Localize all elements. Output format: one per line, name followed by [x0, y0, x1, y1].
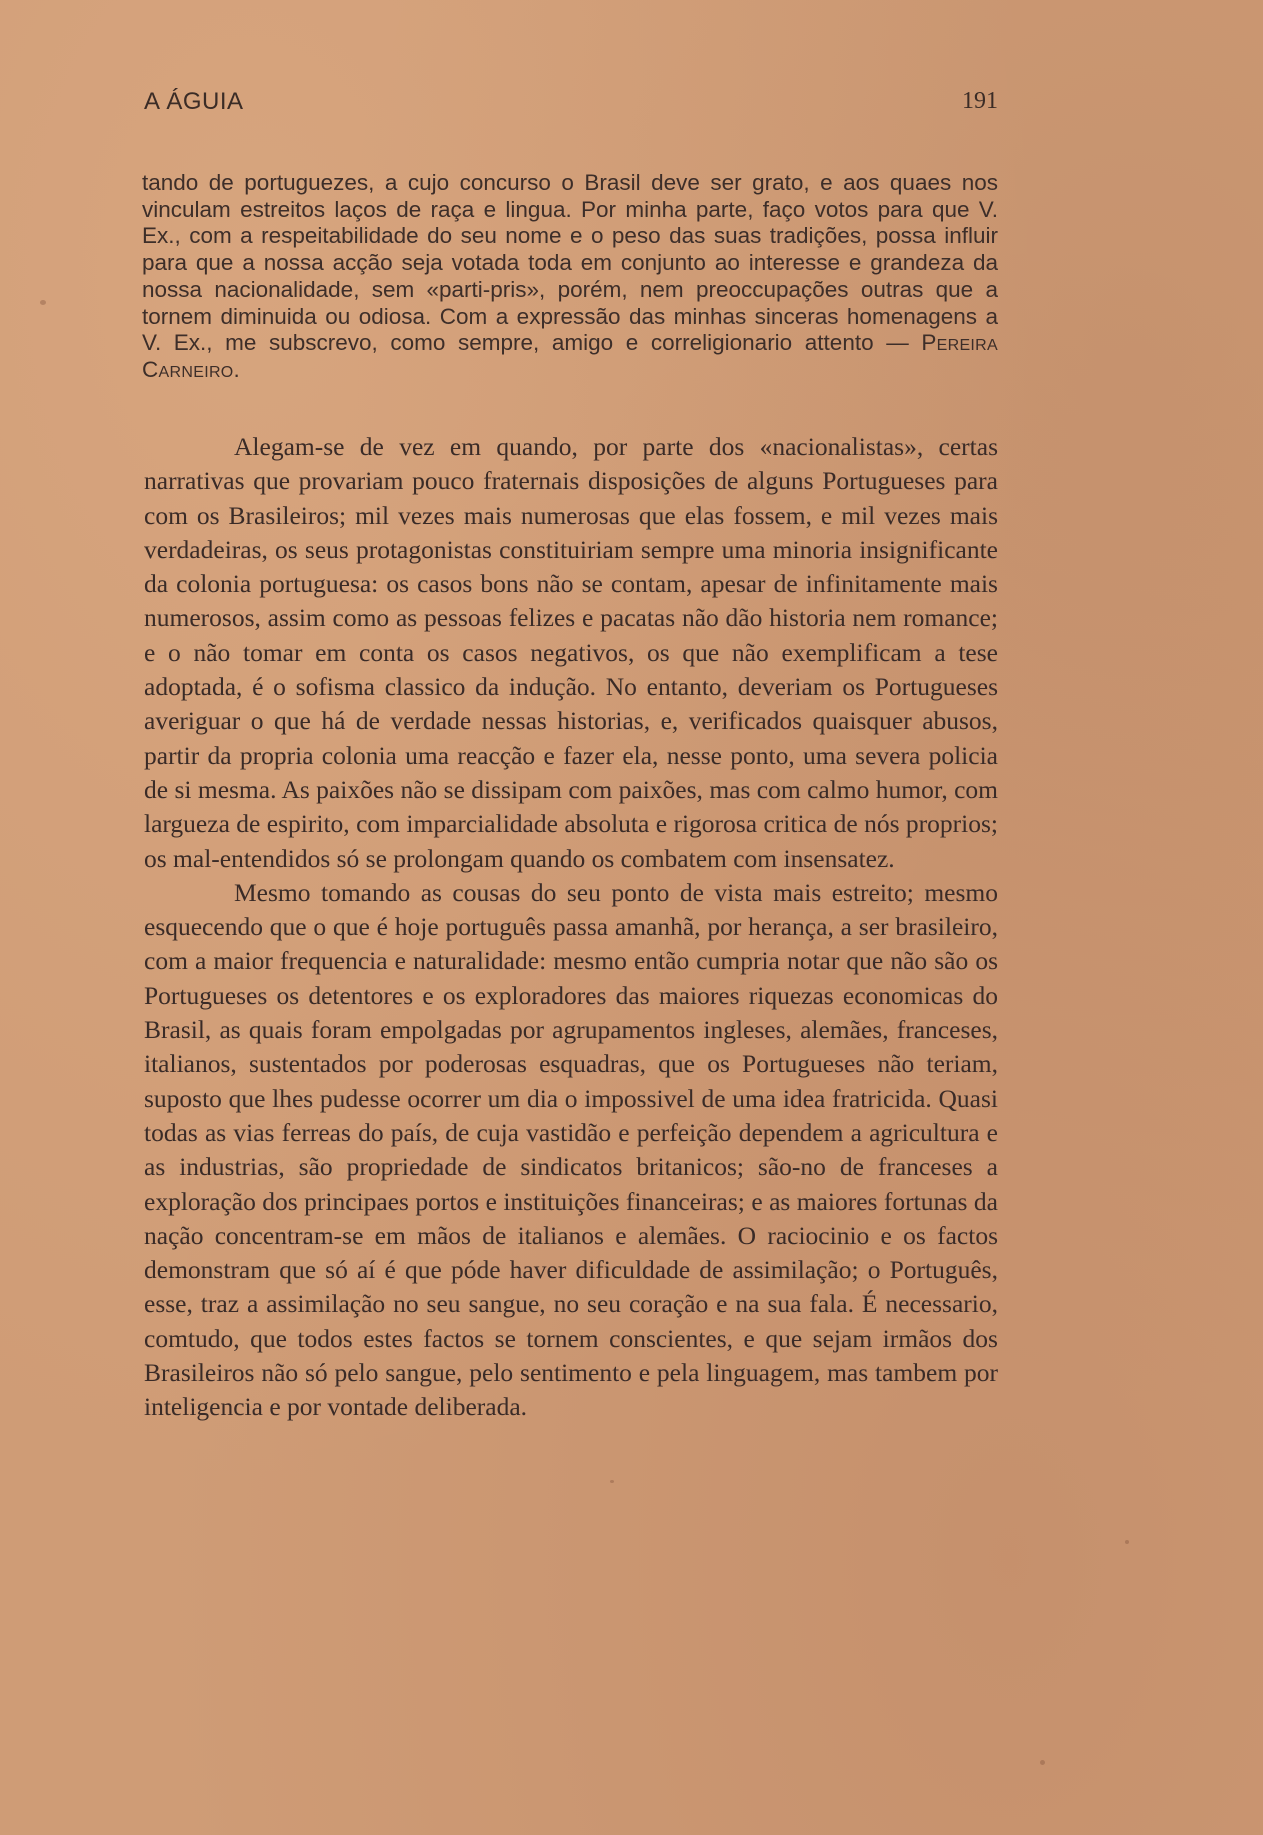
journal-title: A ÁGUIA — [144, 88, 244, 115]
page-number: 191 — [962, 88, 998, 114]
paper-stain — [610, 1480, 614, 1483]
paper-stain — [1040, 1760, 1045, 1765]
letter-signature: Pereira Carneiro. — [142, 330, 998, 382]
paper-stain — [40, 300, 46, 305]
paper-stain — [1125, 1540, 1129, 1544]
essay-paragraph: Alegam-se de vez em quando, por parte dos «nacionalistas», certas narrativas que provariam pouco fraternais disposições de alguns Portugueses para com os Brasileiros; mil vezes mais numerosas que elas fossem, e mil vezes mais verdadeiras, os seus protagonistas constituiriam sempre uma minoria insignificante da colonia portuguesa: os casos bons não se contam, apesar de infinitamente mais numerosos, assim como as pessoas felizes e pacatas não dão historia nem romance; e o não tomar em conta os casos negativos, os que não exemplificam a tese adoptada, é o sofisma classico da indução. No entanto, deveriam os Portugueses averiguar o que há de verdade nessas historias, e, verificados quaisquer abusos, partir da propria colonia uma reacção e fazer ela, nesse ponto, uma severa policia de si mesma. As paixões não se dissipam com paixões, mas com calmo humor, com largueza de espirito, com imparcialidade absoluta e rigorosa critica de nós proprios; os mal-entendidos só se prolongam quando os combatem com insensatez. — [144, 432, 998, 873]
letter-paragraph — [142, 170, 998, 384]
letter-excerpt — [142, 170, 998, 384]
letter-body: tando de portuguezes, a cujo concurso o Brasil deve ser grato, e aos quaes nos vinculam estreitos laços de raça e lingua. Por minha parte, faço votos para que V. Ex., com a respeitabilidade do seu nome e o peso das suas tradições, possa influir para que a nossa acção seja votada toda em conjunto ao interesse e grandeza da nossa nacionalidade, sem «parti-pris», porém, nem preoccupações outras que a tornem diminuida ou odiosa. Com a expressão das minhas sinceras homenagens a V. Ex., me subscrevo, como sempre, amigo e correligionario attento — — [142, 170, 998, 356]
running-header — [144, 88, 998, 118]
essay-body — [144, 430, 998, 1425]
essay-paragraph: Mesmo tomando as cousas do seu ponto de vista mais estreito; mesmo esquecendo que o que é hoje português passa amanhã, por herança, a ser brasileiro, com a maior frequencia e naturalidade: mesmo então cumpria notar que não são os Portugueses os detentores e os exploradores das maiores riquezas economicas do Brasil, as quais foram empolgadas por agrupamentos ingleses, alemães, franceses, italianos, sustentados por poderosas esquadras, que os Portugueses não teriam, suposto que lhes pudesse ocorrer um dia o impossivel de uma idea fratricida. Quasi todas as vias ferreas do país, de cuja vastidão e perfeição dependem a agricultura e as industrias, são propriedade de sindicatos britanicos; são-no de franceses a exploração dos principaes portos e instituições financeiras; e as maiores fortunas da nação concentram-se em mãos de italianos e alemães. O raciocinio e os factos demonstram que só aí é que póde haver dificuldade de assimilação; o Português, esse, traz a assimilação no seu sangue, no seu coração e na sua fala. É necessario, comtudo, que todos estes factos se tornem conscientes, e que sejam irmãos dos Brasileiros não só pelo sangue, pelo sentimento e pela linguagem, mas tambem por inteligencia e por vontade deliberada. — [144, 877, 998, 1422]
